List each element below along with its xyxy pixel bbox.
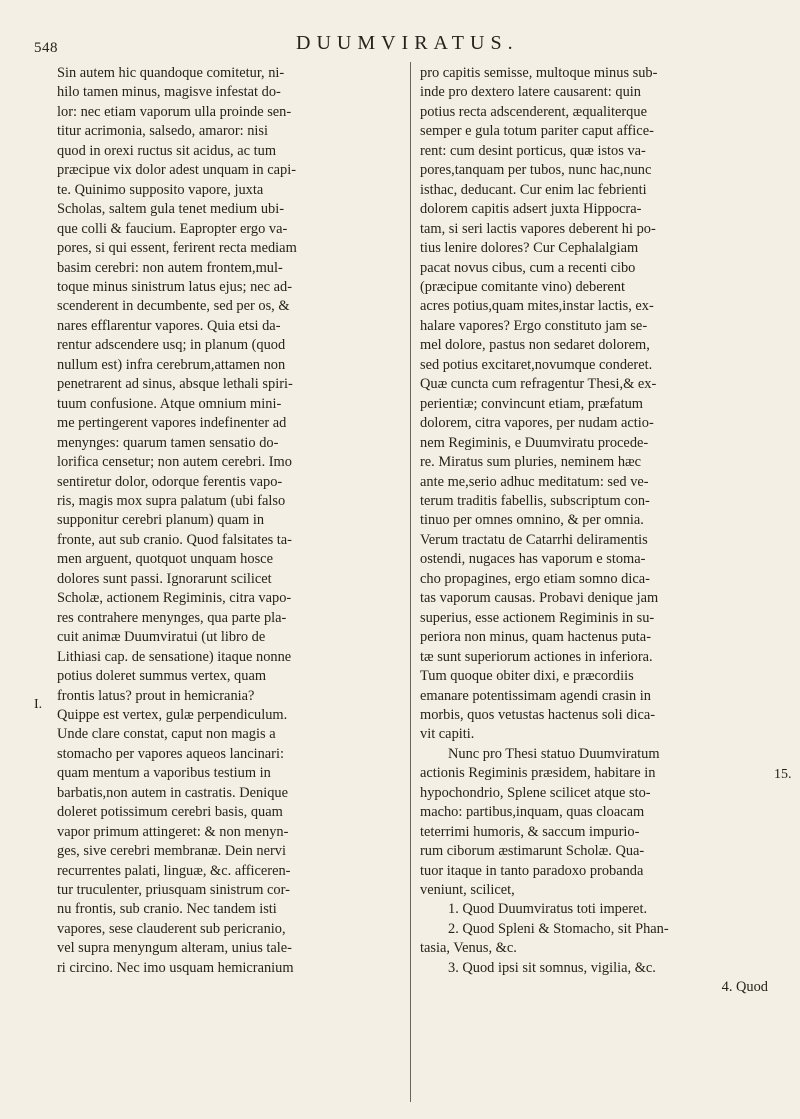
text-line: dolores sunt passi. Ignorarunt scilicet: [57, 570, 272, 587]
text-line: tuum confusione. Atque omnium mini-: [57, 395, 282, 412]
text-line: Quippe est vertex, gulæ perpendiculum.: [57, 706, 288, 723]
text-line: macho: partibus,inquam, quas cloacam: [420, 804, 645, 821]
text-line: semper e gula totum pariter caput affice-: [420, 123, 654, 140]
text-line: tam, si seri lactis vapores deberent hi po-: [420, 220, 656, 237]
text-line: te. Quinimo supposito vapore, juxta: [57, 181, 264, 198]
text-line: hilo tamen minus, magisve infestat do-: [57, 84, 281, 101]
text-line: vapor primum attingeret: & non menyn-: [57, 823, 289, 840]
column-divider: [410, 62, 411, 1102]
text-line: quam mentum a vaporibus testium in: [57, 765, 271, 782]
text-line: Nunc pro Thesi statuo Duumviratum: [448, 745, 660, 762]
text-line: potius doleret summus vertex, quam: [57, 668, 267, 685]
text-line: res contrahere menynges, qua parte pla-: [57, 609, 287, 626]
text-line: tasia, Venus, &c.: [420, 940, 517, 957]
text-line: ri circino. Nec imo usquam hemicranium: [57, 959, 294, 976]
text-line: fronte, aut sub cranio. Quod falsitates ta-: [57, 531, 292, 548]
text-line: rent: cum desint porticus, quæ istos va-: [420, 142, 646, 159]
text-line: vapores, sese clauderent sub pericranio,: [57, 920, 286, 937]
text-line: tur truculenter, priusquam sinistrum cor-: [57, 882, 290, 899]
text-line: sentiretur dolor, odorque ferentis vapo-: [57, 473, 283, 490]
text-line: supponitur cerebri planum) quam in: [57, 512, 265, 529]
text-line: potius recta adscenderent, æqualiterque: [420, 103, 647, 120]
text-line: pores, si qui essent, ferirent recta mediam: [57, 240, 297, 257]
text-line: Quæ cuncta cum refragentur Thesi,& ex-: [420, 376, 657, 393]
text-line: tas vaporum causas. Probavi denique jam: [420, 590, 659, 607]
text-line: nem Regiminis, e Duumviratu procede-: [420, 434, 649, 451]
text-line: emanare potentissimam agendi crasin in: [420, 687, 651, 704]
page-number: 548: [34, 40, 58, 56]
text-line: sed potius excitaret,novumque conderet.: [420, 356, 653, 373]
text-line: teterrimi humoris, & saccum impurio-: [420, 823, 640, 840]
text-line: Scholæ, actionem Regiminis, citra vapo-: [57, 590, 292, 607]
text-line: 3. Quod ipsi sit somnus, vigilia, &c.: [448, 959, 656, 976]
text-line: ges, sive cerebri membranæ. Dein nervi: [57, 843, 286, 860]
text-line: tinuo per omnes omnino, & per omnia.: [420, 512, 644, 529]
text-line: que colli & faucium. Eapropter ergo va-: [57, 220, 288, 237]
text-line: halare vapores? Ergo constituto jam se-: [420, 317, 648, 334]
text-line: recurrentes palati, linguæ, &c. afficeren-: [57, 862, 291, 879]
text-line: titur acrimonia, salsedo, amaror: nisi: [57, 123, 269, 140]
margin-note-left: I.: [34, 697, 43, 712]
text-line: (præcipue comitante vino) deberent: [420, 278, 625, 295]
text-line: Tum quoque obiter dixi, e præcordiis: [420, 668, 634, 685]
text-line: me pertingerent vapores indefinenter ad: [57, 415, 287, 432]
text-line: lor: nec etiam vaporum ulla proinde sen-: [57, 103, 292, 120]
text-line: inde pro dextero latere causarent: quin: [420, 84, 641, 101]
margin-note-right: 15.: [774, 767, 792, 782]
text-line: menynges: quarum tamen sensatio do-: [57, 434, 279, 451]
text-line: superius, esse actionem Regiminis in su-: [420, 609, 655, 626]
text-line: nullum est) infra cerebrum,attamen non: [57, 356, 286, 373]
text-line: frontis latus? prout in hemicrania?: [57, 687, 255, 704]
text-line: ante me,serio adhuc meditatum: sed ve-: [420, 473, 649, 490]
text-line: mel dolore, pastus non sedaret dolorem,: [420, 337, 650, 354]
running-title: DUUMVIRATUS.: [296, 32, 519, 54]
text-line: toque minus sinistrum latus ejus; nec ad-: [57, 278, 293, 295]
text-line: nares efflarentur vapores. Quia etsi da-: [57, 317, 281, 334]
text-line: Scholas, saltem gula tenet medium ubi-: [57, 201, 285, 218]
text-line: penetrarent ad sinus, absque lethali spiri-: [57, 376, 293, 393]
text-line: 1. Quod Duumviratus toti imperet.: [448, 901, 648, 918]
text-line: vel supra menyngum alteram, unius tale-: [57, 940, 292, 957]
text-line: cho propagines, ergo etiam somno dica-: [420, 570, 650, 587]
text-line: quod in orexi ructus sit acidus, ac tum: [57, 142, 277, 159]
text-line: hypochondrio, Splene scilicet atque sto-: [420, 784, 651, 801]
text-line: cuit animæ Duumviratui (ut libro de: [57, 629, 266, 646]
text-line: lorifica censetur; non autem cerebri. Imo: [57, 454, 292, 471]
text-line: tuor itaque in tanto paradoxo probanda: [420, 862, 644, 879]
text-line: stomacho per vapores aqueos lancinari:: [57, 745, 284, 762]
page-header: [34, 28, 774, 58]
text-line: dolorem capitis adsert juxta Hippocra-: [420, 201, 642, 218]
text-line: Verum tractatu de Catarrhi deliramentis: [420, 531, 648, 548]
text-line: morbis, quos vetustas hactenus soli dica-: [420, 706, 656, 723]
text-line: isthac, deducant. Cur enim lac febrienti: [420, 181, 647, 198]
text-line: ostendi, nugaces has vaporum e stoma-: [420, 551, 646, 568]
text-line: acres potius,quam mites,instar lactis, ex-: [420, 298, 654, 315]
text-line: præcipue vix dolor adest unquam in capi-: [57, 162, 296, 179]
text-line: tius lenire dolores? Cur Cephalalgiam: [420, 240, 639, 257]
text-line: perientiæ; convincunt etiam, præfatum: [420, 395, 643, 412]
right-column: [420, 64, 772, 998]
text-line: pro capitis semisse, multoque minus sub-: [420, 65, 658, 81]
left-column: [57, 64, 409, 978]
text-line: Unde clare constat, caput non magis a: [57, 726, 276, 743]
text-line: rentur adscendere usq; in planum (quod: [57, 337, 286, 354]
text-line: barbatis,non autem in castratis. Denique: [57, 784, 288, 801]
text-line: actionis Regiminis præsidem, habitare in: [420, 765, 656, 782]
text-line: veniunt, scilicet,: [420, 882, 515, 899]
text-line: 4. Quod: [721, 979, 768, 996]
text-line: scenderent in decumbente, sed per os, &: [57, 298, 290, 315]
text-line: periora non minus, quam hactenus puta-: [420, 629, 651, 646]
text-line: rum ciborum æstimarunt Scholæ. Qua-: [420, 843, 645, 860]
text-line: pacat novus cibus, cum a recenti cibo: [420, 259, 636, 276]
text-line: re. Miratus sum pluries, neminem hæc: [420, 454, 642, 471]
text-line: vit capiti.: [420, 726, 475, 743]
text-line: doleret potissimum cerebri basis, quam: [57, 804, 283, 821]
text-line: Sin autem hic quandoque comitetur, ni-: [57, 65, 285, 81]
text-line: tæ sunt superiorum actiones in inferiora.: [420, 648, 653, 665]
text-line: Lithiasi cap. de sensatione) itaque nonne: [57, 648, 292, 665]
text-line: ris, magis mox supra palatum (ubi falso: [57, 492, 286, 509]
text-line: 2. Quod Spleni & Stomacho, sit Phan-: [448, 920, 669, 937]
text-line: nu frontis, sub cranio. Nec tandem isti: [57, 901, 277, 918]
text-line: basim cerebri: non autem frontem,mul-: [57, 259, 283, 276]
text-line: dolorem, citra vapores, per nudam actio-: [420, 415, 654, 432]
text-line: pores,tanquam per tubos, nunc hac,nunc: [420, 162, 652, 179]
text-line: men arguent, quotquot unquam hosce: [57, 551, 273, 568]
text-line: terum traditis fabellis, subscriptum con-: [420, 492, 650, 509]
